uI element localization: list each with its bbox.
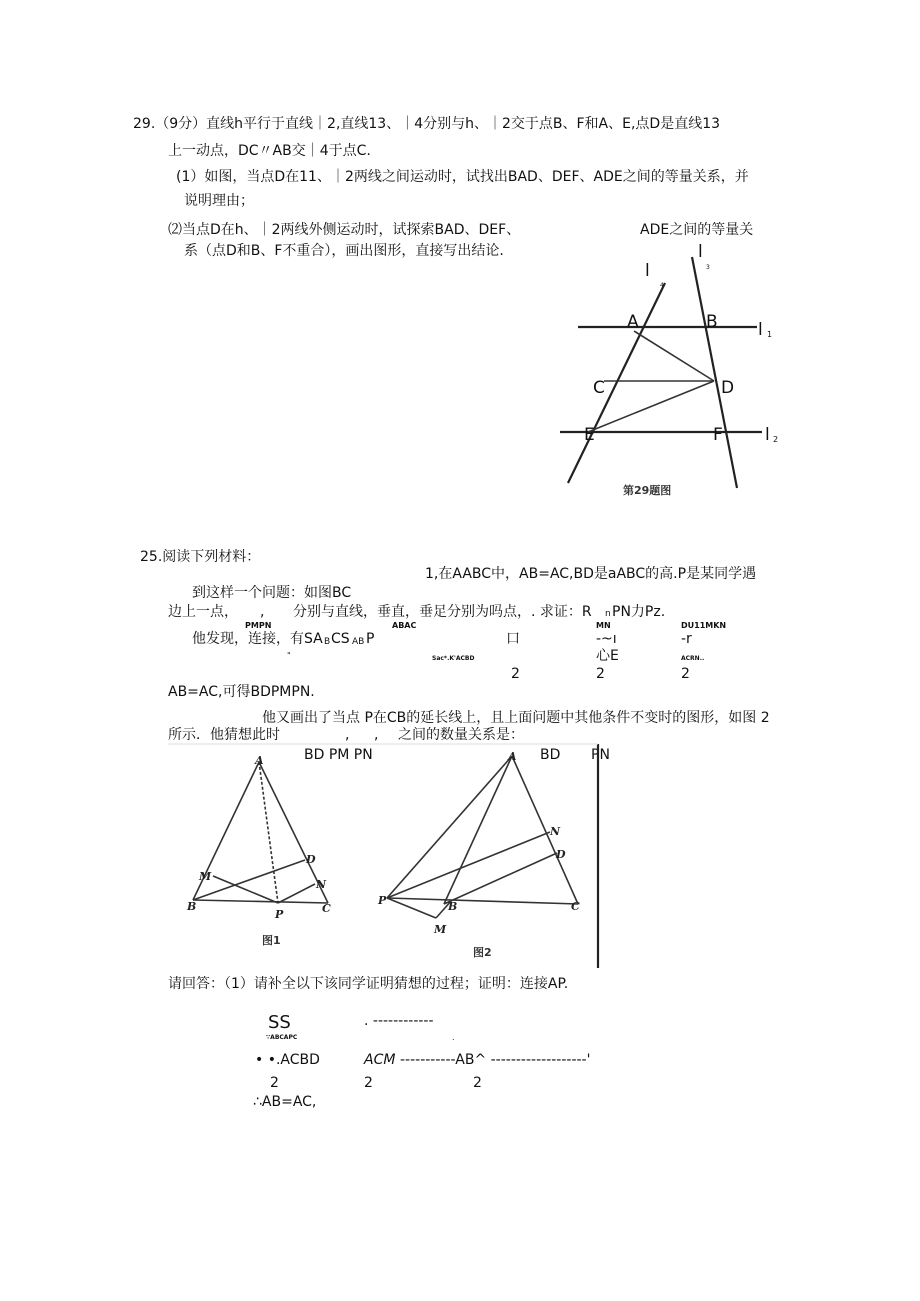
q25-line7: AB=AC,可得BDPMPN.: [168, 684, 315, 700]
fig29-label-D: D: [721, 378, 735, 398]
q25-fig-text1: BD PM PN: [304, 747, 373, 763]
q25-line5d: AB: [352, 637, 365, 647]
fig1-N: N: [316, 878, 327, 891]
q25-fig-text3: PN: [591, 747, 610, 763]
q25-ab-ac: ∴AB=AC,: [253, 1094, 317, 1110]
q25-line5c: CS: [331, 631, 350, 647]
q25-line1: 25.阅读下列材料：: [140, 549, 261, 565]
q25-line5g: -~ı: [596, 631, 617, 647]
q25-dot2: .: [452, 1033, 455, 1042]
q25-acbd: • •.ACBD: [255, 1052, 320, 1068]
q25-line4d: n: [605, 609, 611, 619]
q29-line1: 29.（9分）直线h平行于直线｜2,直线13、｜4分别与h、｜2交于点B、F和A、E,点D是直线13: [133, 116, 721, 132]
q29-line5a: ⑵当点D在h、｜2两线外侧运动时，试探索BAD、DEF、: [168, 222, 521, 238]
q25-small5: Sac*.K'ACBD: [432, 655, 475, 662]
q29-line5b: ADE之间的等量关: [640, 222, 754, 238]
q25-small2: ABAC: [392, 621, 417, 630]
fig1-C: C: [322, 902, 331, 915]
q29-line4: 说明理由；: [184, 193, 254, 209]
q29-line2: 上一动点，DC〃AB交｜4于点C.: [168, 143, 371, 159]
q25-line5a: 他发现，连接，有SA: [192, 631, 323, 647]
q25-line4e: PN力Pz.: [612, 604, 666, 620]
fig29-label-E: E: [584, 425, 595, 445]
q25-small1: PMPN: [245, 621, 272, 630]
q25-two-c: 2: [473, 1075, 482, 1091]
fig1-B: B: [187, 900, 197, 913]
fig2: [377, 750, 580, 959]
q25-dashes1: . ------------: [364, 1013, 434, 1029]
q25-acm-rest: -----------AB^ -------------------': [400, 1052, 591, 1068]
q25-two-a: 2: [270, 1075, 279, 1091]
q25-two2: 2: [596, 666, 605, 682]
q25-line4b: ,: [260, 604, 265, 620]
q25-line5b: B: [324, 637, 331, 647]
fig29-label-l2-sub: 2: [773, 435, 779, 444]
fig29-label-l1: l: [758, 320, 763, 340]
fig1-A: A: [255, 754, 264, 767]
fig2-B: B: [448, 900, 458, 913]
q25-line2: 1,在AABC中，AB=AC,BD是aABC的高.P是某同学遇: [425, 566, 757, 582]
fig2-M: M: [434, 923, 447, 936]
fig2-C: C: [571, 900, 580, 913]
fig2-D: D: [556, 848, 566, 861]
q25-line5e: P: [366, 631, 375, 647]
q25-line8: 他又画出了当点 P在CB的延长线上，且上面问题中其他条件不变时的图形，如图 2: [262, 710, 770, 726]
fig29-label-l4-sub: 4: [660, 282, 664, 289]
q25-two1: 2: [511, 666, 520, 682]
q25-fig-text2: BD: [540, 747, 561, 763]
q25-two3: 2: [681, 666, 690, 682]
q25-dot1: ": [287, 651, 291, 660]
q25-line5f: 口: [506, 631, 520, 647]
q25-small4: DU11MKN: [681, 621, 727, 630]
fig2-A: A: [508, 750, 517, 763]
q25-acm: ACM: [364, 1052, 396, 1068]
fig29-label-l-right: l: [698, 242, 703, 262]
q25-line9a: 所示．他猜想此时: [168, 727, 280, 743]
fig29-label-A: A: [627, 312, 639, 332]
q25-line9c: ,: [374, 727, 379, 743]
q25-small6: ACRN..: [681, 655, 705, 662]
q29-line6: 系（点D和B、F不重合），画出图形，直接写出结论.: [184, 243, 504, 259]
q25-line4a: 边上一点，: [168, 604, 238, 620]
q25-line9b: ,: [345, 727, 350, 743]
fig2-N: N: [550, 825, 561, 838]
q25-line6a: 心E: [596, 648, 619, 664]
q25-small3: MN: [596, 621, 611, 630]
fig1-D: D: [306, 853, 316, 866]
fig29-label-l1-sub: 1: [767, 330, 773, 339]
fig29-label-l2: l: [765, 425, 770, 445]
fig2-caption: 图2: [473, 946, 492, 959]
q25-line9d: 之间的数量关系是：: [398, 727, 524, 743]
fig1: [186, 754, 331, 947]
fig29-label-l-left: l: [645, 261, 650, 281]
q25-ss-sub: ∵ABCAPC: [266, 1034, 298, 1041]
fig29-label-B: B: [706, 312, 718, 332]
q25-two-b: 2: [364, 1075, 373, 1091]
fig29-label-F: F: [713, 425, 723, 445]
fig2-P: P: [378, 894, 387, 907]
q25-ss: SS: [268, 1012, 291, 1033]
fig1-caption: 图1: [262, 934, 281, 947]
q25-line3: 到这样一个问题：如图BC: [192, 585, 352, 601]
fig1-P: P: [275, 908, 284, 921]
fig29-caption: 第29题图: [623, 484, 672, 497]
fig29-label-C: C: [593, 378, 605, 398]
q25-line5h: -r: [681, 631, 692, 647]
q25-line4c: 分别与直线，垂直，垂足分别为吗点，. 求证：R: [293, 604, 592, 620]
fig1-M: M: [199, 870, 212, 883]
q25-answer-prompt: 请回答：（1）请补全以下该同学证明猜想的过程；证明：连接AP.: [168, 976, 569, 992]
q29-line3: (1）如图，当点D在11、｜2两线之间运动时，试找出BAD、DEF、ADE之间的等量关系，并: [176, 169, 749, 185]
fig29-label-l3-sub: 3: [706, 264, 710, 271]
